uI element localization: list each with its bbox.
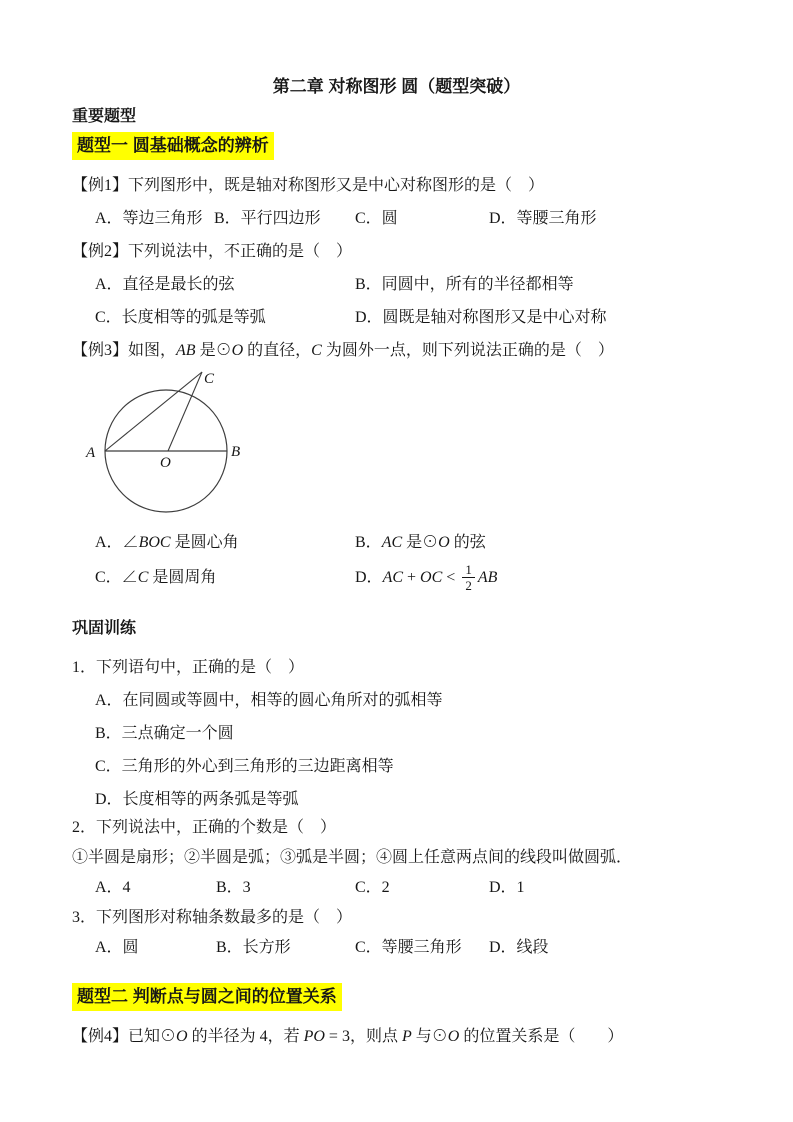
- var-O: O: [438, 534, 450, 551]
- example2-option-c: C．长度相等的弧是等弧: [95, 309, 266, 326]
- question3-option-b: B．长方形: [216, 939, 291, 956]
- var-O: O: [447, 1028, 460, 1045]
- example1-stem: 【例1】下列图形中，既是轴对称图形又是中心对称图形的是（ ）: [72, 177, 545, 194]
- question1-option-c: C．三角形的外心到三角形的三边距离相等: [95, 758, 394, 775]
- example3-option-a: [95, 532, 239, 554]
- topic1-heading: 题型一 圆基础概念的辨析: [72, 132, 274, 160]
- question2-option-d: D．1: [489, 879, 525, 896]
- example4-stem-text: 与⊙: [411, 1028, 448, 1045]
- page-title: 第二章 对称图形 圆（题型突破）: [272, 77, 521, 96]
- example3-option-d: [355, 556, 497, 600]
- option-label: C．∠: [95, 569, 138, 586]
- question2-stem: 2．下列说法中，正确的个数是（ ）: [72, 819, 337, 836]
- var-O: O: [231, 342, 244, 359]
- question3-option-a: A．圆: [95, 939, 139, 956]
- operator-less-than: <: [442, 569, 460, 586]
- example4-stem-text: 的半径为 4，若: [187, 1028, 304, 1045]
- question2-option-a: A．4: [95, 879, 131, 896]
- example2-option-a: A．直径是最长的弦: [95, 276, 235, 293]
- operator-plus: +: [403, 569, 421, 586]
- example1-option-b: B．平行四边形: [214, 210, 321, 227]
- point-label-O: O: [160, 455, 171, 471]
- example3-stem-text: 为圆外一点，则下列说法正确的是（ ）: [321, 342, 614, 359]
- var-P: P: [401, 1028, 412, 1045]
- fraction-denominator: 2: [465, 578, 472, 594]
- var-AB: AB: [477, 569, 498, 586]
- point-label-C: C: [204, 371, 215, 387]
- example1-option-c: C．圆: [355, 210, 398, 227]
- point-label-A: A: [86, 445, 96, 461]
- option-text: 的弦: [449, 534, 486, 551]
- option-label: D．: [355, 569, 383, 586]
- question3-option-d: D．线段: [489, 939, 549, 956]
- drill-heading: 巩固训练: [72, 620, 137, 637]
- fraction-numerator: 1: [462, 563, 475, 578]
- var-O: O: [176, 1028, 188, 1045]
- point-label-B: B: [231, 444, 241, 460]
- option-text: 是圆周角: [148, 569, 217, 586]
- question3-option-c: C．等腰三角形: [355, 939, 462, 956]
- var-C: C: [137, 569, 149, 586]
- option-label: B．: [355, 534, 382, 551]
- question2-option-b: B．3: [216, 879, 251, 896]
- question3-stem: 3．下列图形对称轴条数最多的是（ ）: [72, 909, 353, 926]
- example3-option-b: [355, 532, 486, 554]
- example4-stem: [72, 1026, 623, 1048]
- example3-option-c: [95, 567, 216, 589]
- question1-option-a: A．在同圆或等圆中，相等的圆心角所对的弧相等: [95, 692, 443, 709]
- question2-statements: ①半圆是扇形；②半圆是弧；③弧是半圆；④圆上任意两点间的线段叫做圆弧．: [72, 849, 633, 866]
- option-text: 是圆心角: [170, 534, 239, 551]
- question1-stem: 1．下列语句中，正确的是（ ）: [72, 659, 305, 676]
- var-OC: OC: [420, 569, 443, 586]
- example2-option-d: D．圆既是轴对称图形又是中心对称: [355, 309, 607, 326]
- question1-option-d: D．长度相等的两条弧是等弧: [95, 791, 299, 808]
- example3-stem: [72, 340, 614, 362]
- example4-stem-text: = 3，则点: [324, 1028, 402, 1045]
- example3-stem-text: 的直径，: [243, 342, 312, 359]
- example4-stem-text: 【例4】已知⊙: [72, 1028, 177, 1045]
- example3-stem-text: 【例3】如图，: [72, 342, 177, 359]
- question2-option-c: C．2: [355, 879, 390, 896]
- var-BOC: BOC: [138, 534, 171, 551]
- example1-option-d: D．等腰三角形: [489, 210, 597, 227]
- segment-OC-line: [168, 372, 202, 451]
- var-AB: AB: [176, 342, 196, 359]
- var-C: C: [311, 342, 322, 359]
- option-text: 是⊙: [402, 534, 439, 551]
- option-label: A．∠: [95, 534, 139, 551]
- topic2-heading: 题型二 判断点与圆之间的位置关系: [72, 983, 342, 1011]
- circle-figure: [78, 360, 248, 520]
- example4-stem-text: 的位置关系是（ ）: [459, 1028, 624, 1045]
- example1-option-a: A．等边三角形: [95, 210, 203, 227]
- example2-option-b: B．同圆中，所有的半径都相等: [355, 276, 574, 293]
- var-PO: PO: [303, 1028, 325, 1045]
- example3-stem-text: 是⊙: [195, 342, 232, 359]
- important-topics-label: 重要题型: [72, 108, 137, 125]
- var-AC: AC: [382, 569, 404, 586]
- question1-option-b: B．三点确定一个圆: [95, 725, 234, 742]
- example2-stem: 【例2】下列说法中，不正确的是（ ）: [72, 243, 353, 260]
- var-AC: AC: [381, 534, 403, 551]
- fraction-one-half: [462, 563, 475, 594]
